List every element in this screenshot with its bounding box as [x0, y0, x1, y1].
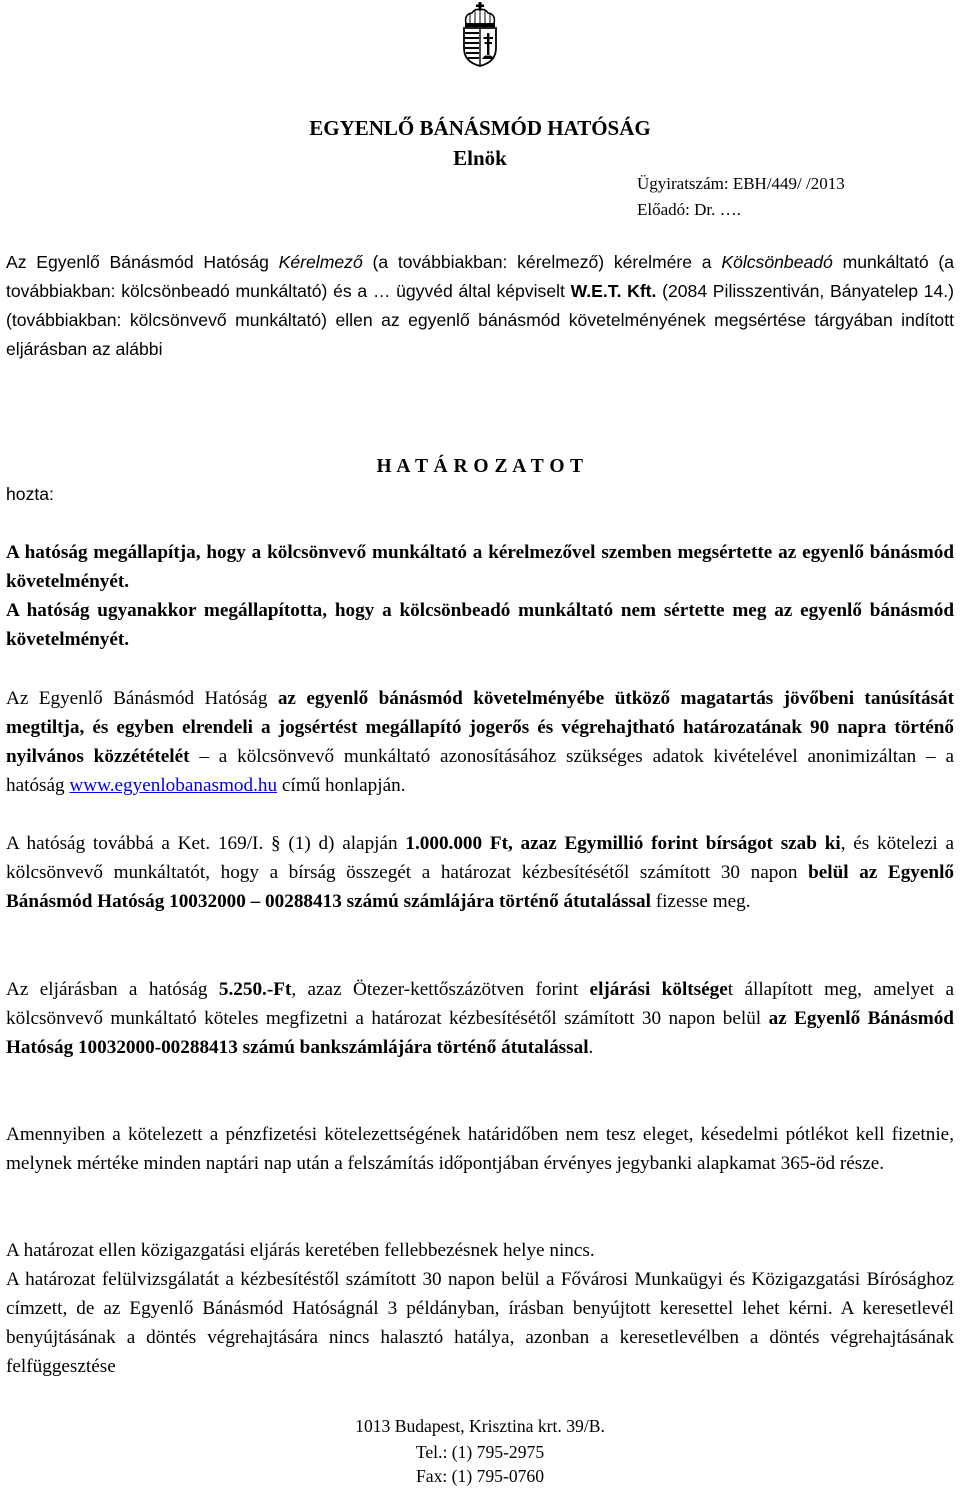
- ruling-paragraph-1: A hatóság megállapítja, hogy a kölcsönvevő munkáltató a kérelmezővel szemben megsértette az egyenlő bánásmód követelményét.: [6, 542, 954, 592]
- footer-fax: Fax: (1) 795-0760: [415, 1466, 545, 1486]
- file-number: Ügyiratszám: EBH/449/ /2013: [637, 174, 845, 193]
- prohibition-paragraph: Az Egyenlő Bánásmód Hatóság az egyenlő bánásmód követelményébe ütköző magatartás jövőbeni tanúsítását megtiltja, és egyben elrendeli a jogsértést megállapító jogerős és végrehajtható határozatának 90 napra történő nyilvános közzétételét – a kölcsönvevő munkáltató azonosításához szükséges adatok kivételével anonimizáltan – a hatóság www.egyenlobanasmod.hu című honlapján.: [6, 688, 954, 796]
- decision-title: H A T Á R O Z A T O T: [376, 456, 584, 477]
- cost-paragraph: Az eljárásban a hatóság 5.250.-Ft, azaz Ötezer-kettőszázötven forint eljárási költséget állapított meg, amelyet a kölcsönvevő munkáltató köteles megfizetni a határozat kézbesítésétől számított 30 napon belül az Egyenlő Bánásmód Hatóság 10032000-00288413 számú bankszámlájára történő átutalással.: [6, 979, 954, 1058]
- authority-name: EGYENLŐ BÁNÁSMÓD HATÓSÁG: [309, 116, 651, 140]
- appeal-paragraph: A határozat ellen közigazgatási eljárás keretében fellebbezésnek helye nincs.: [6, 1240, 595, 1261]
- ruling-paragraph-2: A hatóság ugyanakkor megállapította, hogy a kölcsönbeadó munkáltató nem sértette meg az egyenlő bánásmód követelményét.: [6, 600, 954, 650]
- fine-paragraph: A hatóság továbbá a Ket. 169/I. § (1) d) alapján 1.000.000 Ft, azaz Egymillió forint bírságot szab ki, és kötelezi a kölcsönvevő munkáltatót, hogy a bírság összegét a határozat kézbesítésétől számított 30 napon belül az Egyenlő Bánásmód Hatóság 10032000 – 00288413 számú számlájára történő átutalással fizesse meg.: [6, 833, 955, 912]
- officer-name: Előadó: Dr. ….: [637, 200, 741, 219]
- authority-role: Elnök: [453, 146, 507, 170]
- hozta-label: hozta:: [6, 484, 54, 504]
- respondent-name: W.E.T. Kft.: [570, 281, 657, 301]
- review-paragraph: A határozat felülvizsgálatát a kézbesítéstől számított 30 napon belül a Fővárosi Munkaügyi és Közigazgatási Bírósághoz címzett, de az Egyenlő Bánásmód Hatóságnál 3 példányban, írásban benyújtott keresettel lehet kérni. A keresetlevél benyújtásának a döntés végrehajtására nincs halasztó hatálya, azonban a keresetlevélben a döntés végrehajtásának felfüggesztése: [6, 1269, 954, 1377]
- footer-address: 1013 Budapest, Krisztina krt. 39/B.: [355, 1416, 605, 1436]
- intro-paragraph: Az Egyenlő Bánásmód Hatóság Kérelmező (a továbbiakban: kérelmező) kérelmére a Kölcsönbeadó munkáltató (a továbbiakban: kölcsönbeadó munkáltató) és a … ügyvéd által képviselt W.E.T. Kft. (2084 Pilisszentiván, Bányatelep 14.) (továbbiakban: kölcsönvevő munkáltató) ellen az egyenlő bánásmód követelményének megsértése tárgyában indított eljárásban az alábbi: [6, 252, 954, 359]
- footer-phone: Tel.: (1) 795-2975: [415, 1442, 545, 1462]
- website-link[interactable]: www.egyenlobanasmod.hu: [69, 775, 278, 796]
- coat-of-arms-icon: [458, 2, 502, 68]
- interest-paragraph: Amennyiben a kötelezett a pénzfizetési kötelezettségének határidőben nem tesz eleget, késedelmi pótlékot kell fizetnie, melynek mértéke minden naptári nap után a felszámítás időpontjában érvényes jegybanki alapkamat 365-öd része.: [6, 1124, 954, 1174]
